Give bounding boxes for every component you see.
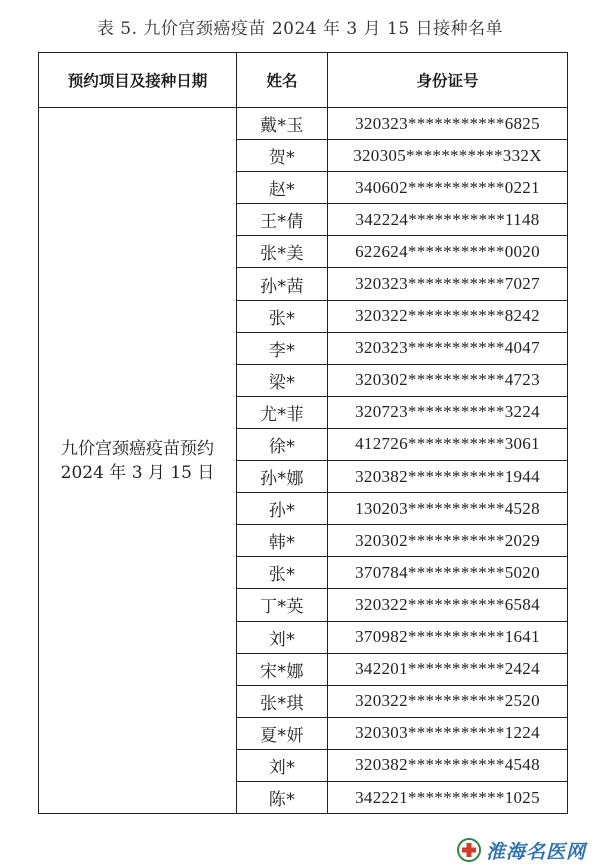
person-name-cell: 陈* [237, 781, 328, 813]
table-row [39, 108, 568, 140]
vaccination-date: 2024 年 3 月 15 日 [60, 462, 215, 483]
id-number-cell: 370982***********1641 [328, 621, 568, 653]
project-date-cell [39, 108, 237, 814]
id-number-cell: 320382***********1944 [328, 461, 568, 493]
id-number-cell: 320322***********8242 [328, 300, 568, 332]
medical-cross-logo-icon [456, 837, 482, 863]
id-number-cell: 342221***********1025 [328, 781, 568, 813]
person-name-cell: 宋*娜 [237, 653, 328, 685]
header-id-number: 身份证号 [328, 53, 568, 108]
table-header-row [39, 53, 568, 108]
header-name: 姓名 [237, 53, 328, 108]
id-number-cell: 320723***********3224 [328, 396, 568, 428]
header-project-date: 预约项目及接种日期 [39, 53, 237, 108]
id-number-cell: 320322***********6584 [328, 589, 568, 621]
person-name-cell: 孙* [237, 493, 328, 525]
watermark-text: 淮海名医网 [485, 840, 586, 863]
id-number-cell: 342201***********2424 [328, 653, 568, 685]
document-title: 表 5. 九价宫颈癌疫苗 2024 年 3 月 15 日接种名单 [96, 19, 504, 39]
person-name-cell: 赵* [237, 172, 328, 204]
person-name-cell: 尤*菲 [237, 396, 328, 428]
id-number-cell: 320305***********332X [328, 140, 568, 172]
person-name-cell: 徐* [237, 428, 328, 460]
person-name-cell: 刘* [237, 749, 328, 781]
vaccination-roster-table [38, 52, 568, 814]
id-number-cell: 340602***********0221 [328, 172, 568, 204]
person-name-cell: 张*美 [237, 236, 328, 268]
id-number-cell: 342224***********1148 [328, 204, 568, 236]
person-name-cell: 张* [237, 300, 328, 332]
person-name-cell: 刘* [237, 621, 328, 653]
person-name-cell: 夏*妍 [237, 717, 328, 749]
person-name-cell: 丁*英 [237, 589, 328, 621]
person-name-cell: 张*琪 [237, 685, 328, 717]
site-watermark [456, 836, 586, 864]
id-number-cell: 320323***********6825 [328, 108, 568, 140]
person-name-cell: 梁* [237, 364, 328, 396]
person-name-cell: 孙*娜 [237, 461, 328, 493]
id-number-cell: 320323***********7027 [328, 268, 568, 300]
person-name-cell: 孙*茜 [237, 268, 328, 300]
project-name: 九价宫颈癌疫苗预约 [61, 438, 214, 459]
id-number-cell: 622624***********0020 [328, 236, 568, 268]
id-number-cell: 320302***********4723 [328, 364, 568, 396]
person-name-cell: 王*倩 [237, 204, 328, 236]
table-body [39, 108, 568, 814]
person-name-cell: 贺* [237, 140, 328, 172]
person-name-cell: 戴*玉 [237, 108, 328, 140]
id-number-cell: 320302***********2029 [328, 525, 568, 557]
person-name-cell: 张* [237, 557, 328, 589]
id-number-cell: 130203***********4528 [328, 493, 568, 525]
id-number-cell: 320382***********4548 [328, 749, 568, 781]
person-name-cell: 韩* [237, 525, 328, 557]
id-number-cell: 412726***********3061 [328, 428, 568, 460]
id-number-cell: 320322***********2520 [328, 685, 568, 717]
id-number-cell: 370784***********5020 [328, 557, 568, 589]
person-name-cell: 李* [237, 332, 328, 364]
id-number-cell: 320303***********1224 [328, 717, 568, 749]
id-number-cell: 320323***********4047 [328, 332, 568, 364]
